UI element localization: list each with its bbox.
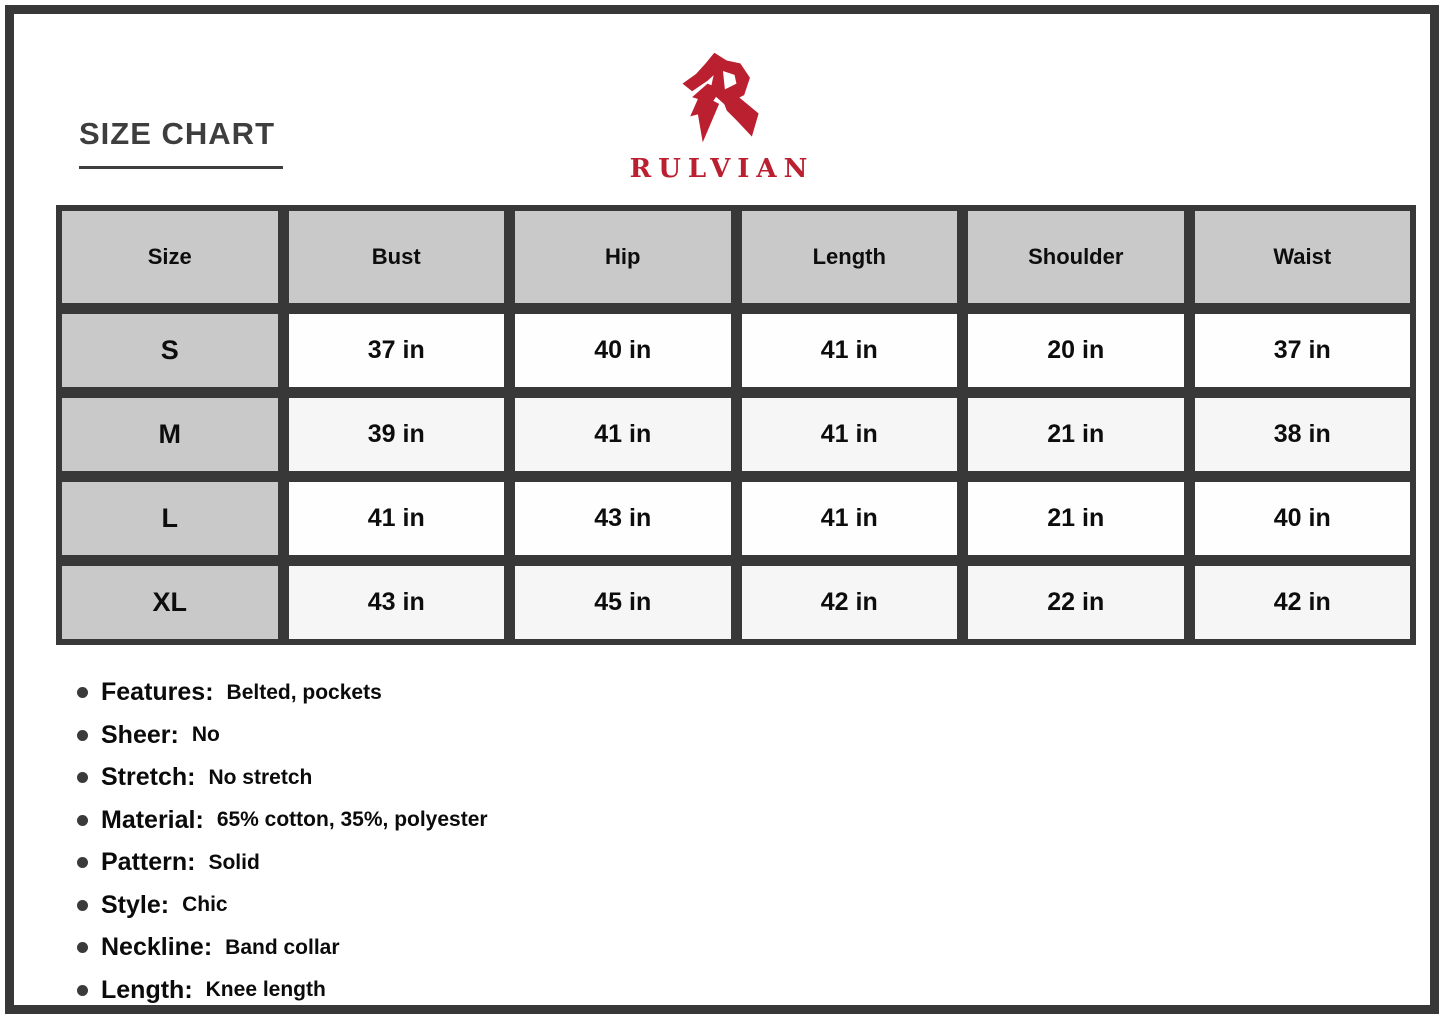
- measurement-cell: 21 in: [968, 398, 1184, 471]
- measurement-cell: 20 in: [968, 314, 1184, 387]
- page-title: SIZE CHART: [79, 116, 275, 151]
- size-cell-m: M: [62, 398, 278, 471]
- measurement-cell: 42 in: [1195, 566, 1411, 639]
- bullet-icon: [77, 687, 88, 698]
- page-frame: [5, 5, 1439, 1014]
- detail-value: Knee length: [205, 978, 326, 1001]
- header-cell-shoulder: Shoulder: [968, 211, 1184, 303]
- measurement-cell: 43 in: [515, 482, 731, 555]
- detail-value: No: [191, 723, 220, 746]
- bullet-icon: [77, 772, 88, 783]
- measurement-cell: 39 in: [289, 398, 505, 471]
- measurement-cell: 21 in: [968, 482, 1184, 555]
- detail-value: Band collar: [225, 935, 340, 959]
- header-cell-hip: Hip: [515, 211, 731, 303]
- bullet-icon: [77, 815, 88, 826]
- measurement-cell: 41 in: [742, 314, 958, 387]
- brand-wordmark: RULVIAN: [629, 154, 815, 184]
- detail-item-pattern: [77, 847, 488, 878]
- measurement-cell: 40 in: [1195, 482, 1411, 555]
- size-chart-table: [56, 205, 1416, 645]
- detail-label: Pattern:: [101, 848, 196, 876]
- size-cell-l: L: [62, 482, 278, 555]
- size-cell-xl: XL: [62, 566, 278, 639]
- detail-label: Material:: [101, 805, 204, 834]
- detail-item-sheer: [77, 720, 488, 751]
- detail-item-neckline: [77, 932, 488, 963]
- detail-label: Stretch:: [101, 763, 196, 791]
- bullet-icon: [77, 942, 88, 953]
- measurement-cell: 37 in: [289, 314, 505, 387]
- brand-block: [542, 50, 902, 184]
- detail-value: Belted, pockets: [226, 680, 382, 704]
- detail-label: Sheer:: [101, 720, 179, 749]
- measurement-cell: 38 in: [1195, 398, 1411, 471]
- measurement-cell: 41 in: [289, 482, 505, 555]
- detail-value: No stretch: [208, 765, 313, 789]
- rulvian-logo-icon: [669, 50, 775, 148]
- header-cell-waist: Waist: [1195, 211, 1411, 303]
- title-block: [79, 116, 283, 169]
- detail-item-length: [77, 975, 488, 1006]
- detail-label: Length:: [101, 975, 193, 1004]
- measurement-cell: 41 in: [742, 398, 958, 471]
- detail-label: Features:: [101, 678, 214, 706]
- detail-value: Chic: [182, 893, 228, 916]
- header-cell-size: Size: [62, 211, 278, 303]
- measurement-cell: 22 in: [968, 566, 1184, 639]
- detail-item-material: [77, 805, 488, 836]
- detail-value: 65% cotton, 35%, polyester: [216, 808, 488, 831]
- measurement-cell: 43 in: [289, 566, 505, 639]
- detail-label: Neckline:: [101, 933, 213, 961]
- size-cell-s: S: [62, 314, 278, 387]
- title-underline: [79, 166, 283, 169]
- measurement-cell: 45 in: [515, 566, 731, 639]
- detail-label: Style:: [101, 890, 170, 919]
- bullet-icon: [77, 857, 88, 868]
- measurement-cell: 42 in: [742, 566, 958, 639]
- product-details-list: [77, 677, 488, 1017]
- measurement-cell: 41 in: [742, 482, 958, 555]
- measurement-cell: 41 in: [515, 398, 731, 471]
- bullet-icon: [77, 900, 88, 911]
- bullet-icon: [77, 985, 88, 996]
- header-cell-length: Length: [742, 211, 958, 303]
- bullet-icon: [77, 730, 88, 741]
- detail-item-features: [77, 677, 488, 708]
- detail-item-stretch: [77, 762, 488, 793]
- detail-item-style: [77, 890, 488, 921]
- measurement-cell: 40 in: [515, 314, 731, 387]
- measurement-cell: 37 in: [1195, 314, 1411, 387]
- detail-value: Solid: [208, 850, 260, 874]
- header-cell-bust: Bust: [289, 211, 505, 303]
